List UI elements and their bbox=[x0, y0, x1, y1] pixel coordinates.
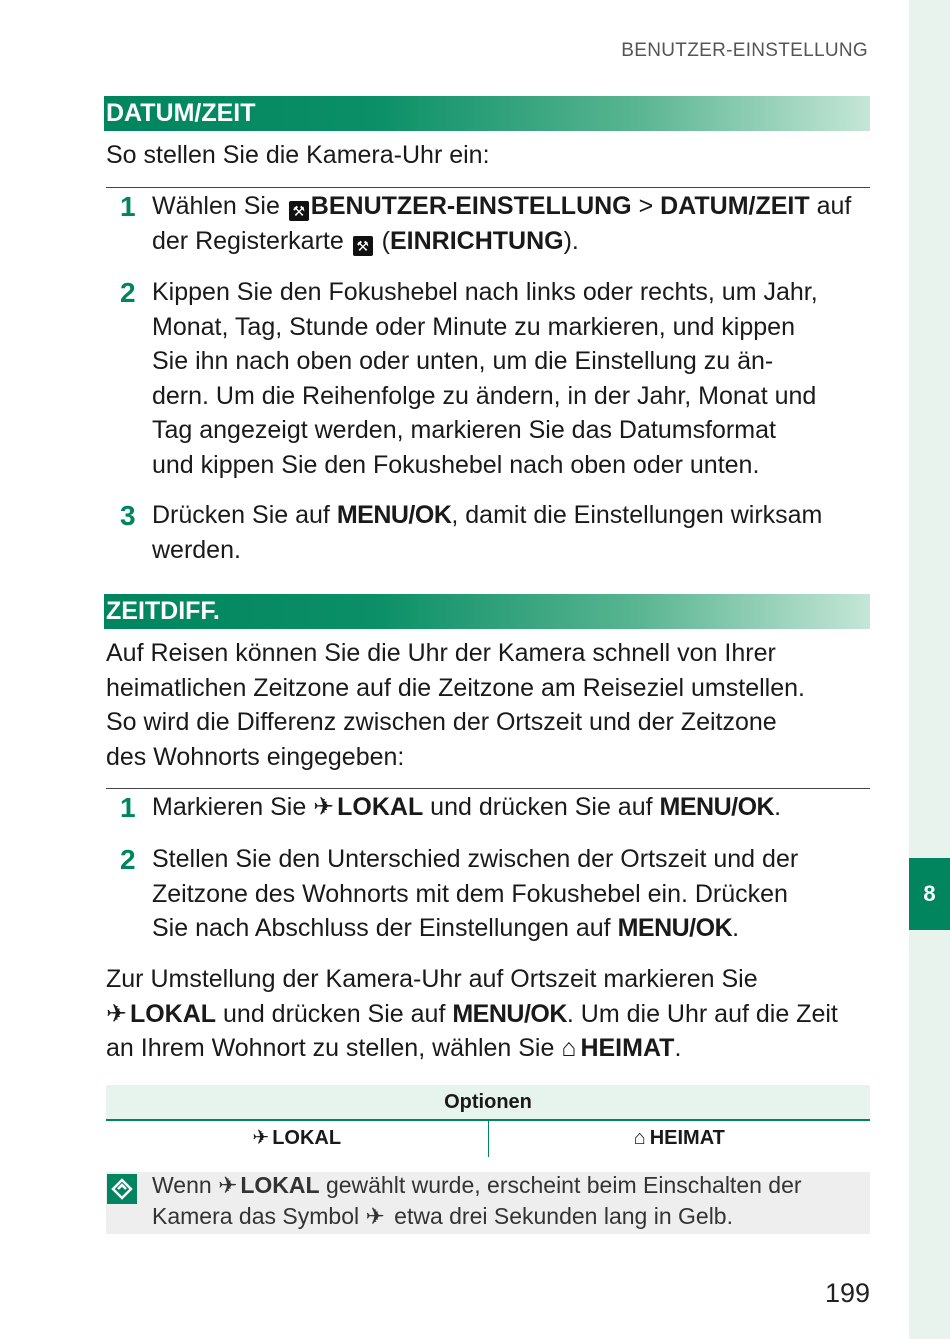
step-text: Drücken Sie auf MENU/OK, damit die Einstellungen wirksam werden. bbox=[152, 501, 823, 564]
step-2 bbox=[106, 275, 870, 482]
step-1 bbox=[106, 790, 870, 825]
airplane-icon: ✈ bbox=[218, 1172, 238, 1198]
note-text: Wenn ✈ LOKAL gewählt wurde, erscheint beim Einschalten der Kamera das Symbol ✈ etwa drei Sekunden lang in Gelb. bbox=[152, 1170, 802, 1232]
divider-rule bbox=[106, 187, 870, 188]
step-1 bbox=[106, 189, 870, 258]
wrench-icon: ⚒ bbox=[289, 201, 309, 221]
side-margin-strip bbox=[909, 0, 950, 1339]
page-number: 199 bbox=[824, 1278, 870, 1308]
section1-intro: So stellen Sie die Kamera-Uhr ein: bbox=[106, 141, 490, 169]
step-3 bbox=[106, 498, 870, 567]
options-header: Optionen bbox=[106, 1085, 870, 1121]
section2-intro: Auf Reisen können Sie die Uhr der Kamera schnell von Ihrer heimatlichen Zeitzone auf die Zeitzone am Reiseziel umstellen. So wird die Differenz zwischen der Ortszeit und der Zeitzone des Wohnorts eingegeben: bbox=[106, 639, 805, 771]
option-heimat: ⌂ HEIMAT bbox=[489, 1121, 871, 1157]
step-text: Wählen Sie ⚒ BENUTZER-EINSTELLUNG > DATUM/ZEIT auf der Registerkarte ⚒ (EINRICHTUNG). bbox=[152, 192, 852, 255]
airplane-icon: ✈ bbox=[365, 1203, 385, 1229]
section-title-datum-zeit: DATUM/ZEIT bbox=[104, 96, 870, 131]
menu-ok-label: MENU/OK bbox=[336, 501, 452, 529]
menu-ok-label: MENU/OK bbox=[659, 793, 775, 821]
step-number: 1 bbox=[120, 191, 136, 222]
step-text: Stellen Sie den Unterschied zwischen der Ortszeit und der Zeitzone des Wohnorts mit dem Fokushebel ein. Drücken Sie nach Abschluss der Einstellungen auf MENU/OK. bbox=[152, 845, 799, 942]
note-icon bbox=[107, 1174, 137, 1204]
home-icon: ⌂ bbox=[561, 1034, 577, 1062]
options-row bbox=[106, 1121, 870, 1157]
step-number: 2 bbox=[120, 277, 136, 308]
step-text: Markieren Sie ✈ LOKAL und drücken Sie auf MENU/OK. bbox=[152, 790, 870, 825]
chapter-tab bbox=[909, 858, 950, 930]
step-text: Kippen Sie den Fokushebel nach links oder rechts, um Jahr, Monat, Tag, Stunde oder Minute zu markieren, und kippen Sie ihn nach oben oder unten, um die Einstellung zu än- dern. Um die Reihenfolge zu ändern, in der Jahr, Monat und Tag angezeigt werden, markieren Sie das Datumsformat und kippen Sie den Fokushebel nach oben oder unten. bbox=[152, 278, 818, 479]
section-title-zeitdiff: ZEITDIFF. bbox=[104, 594, 870, 629]
section2-after-text: Zur Umstellung der Kamera-Uhr auf Ortszeit markieren Sie ✈ LOKAL und drücken Sie auf MENU/OK. Um die Uhr auf die Zeit an Ihrem Wohnort zu stellen, wählen Sie ⌂ HEIMAT. bbox=[106, 962, 870, 1066]
menu-ok-label: MENU/OK bbox=[452, 999, 567, 1028]
airplane-icon: ✈ bbox=[106, 999, 127, 1028]
step-number: 3 bbox=[120, 500, 136, 531]
step-number: 2 bbox=[120, 844, 136, 875]
airplane-icon: ✈ bbox=[252, 1127, 270, 1149]
step-2 bbox=[106, 842, 870, 946]
option-lokal: ✈ LOKAL bbox=[106, 1121, 489, 1157]
wrench-icon: ⚒ bbox=[353, 236, 373, 256]
home-icon: ⌂ bbox=[633, 1127, 646, 1149]
note-box bbox=[106, 1172, 870, 1234]
options-table bbox=[106, 1085, 870, 1157]
step-number: 1 bbox=[120, 792, 136, 823]
running-head: BENUTZER-EINSTELLUNG bbox=[621, 40, 868, 61]
airplane-icon: ✈ bbox=[313, 793, 335, 821]
menu-ok-label: MENU/OK bbox=[617, 914, 733, 942]
divider-rule bbox=[106, 788, 870, 789]
chapter-number: 8 bbox=[923, 881, 936, 906]
